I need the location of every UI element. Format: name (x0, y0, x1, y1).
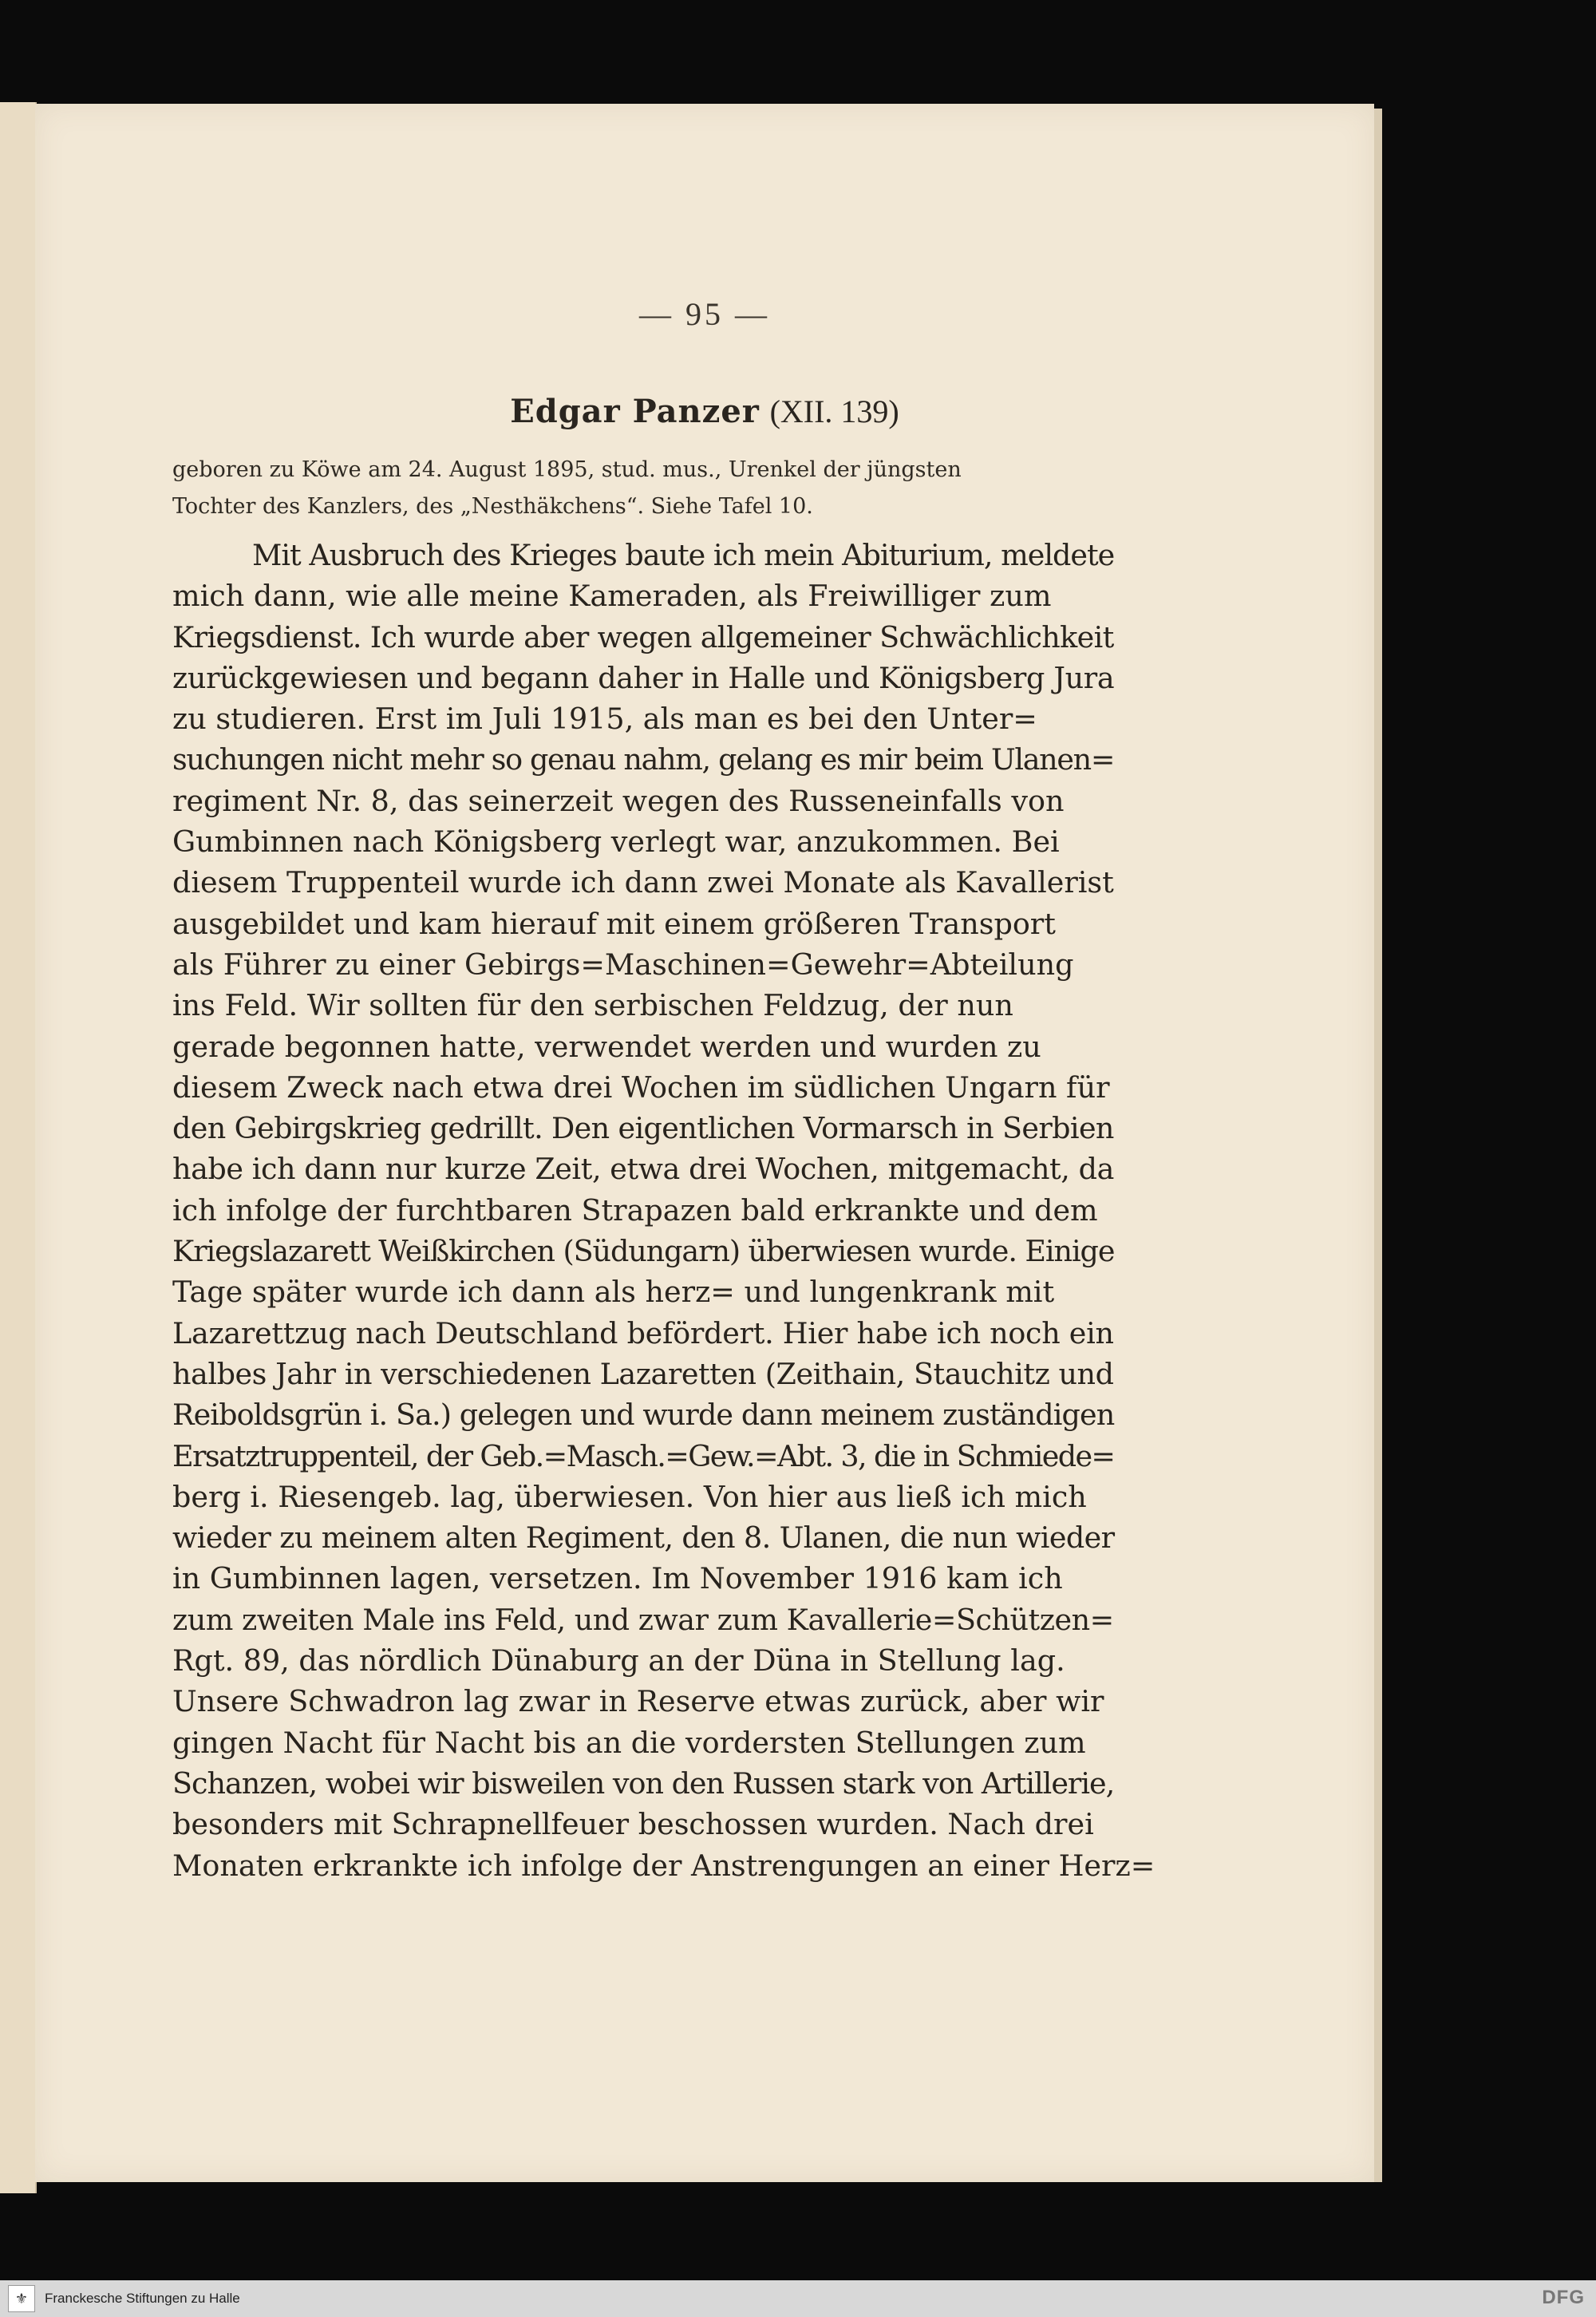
body-line: Monaten erkrankte ich infolge der Anstrengungen an einer Herz= (172, 1848, 1156, 1883)
body-line: halbes Jahr in verschiedenen Lazaretten (Zeithain, Stauchitz und (172, 1356, 1114, 1391)
previous-page-edge (0, 102, 37, 2193)
body-line: zurückgewiesen und begann daher in Halle und Königsberg Jura (172, 660, 1115, 695)
dfg-logo: DFG (1542, 2287, 1585, 2308)
body-text (172, 535, 1156, 1886)
body-line: zum zweiten Male ins Feld, und zwar zum Kavallerie=Schützen= (172, 1602, 1114, 1637)
page-number: — 95 — (639, 296, 770, 332)
body-line: Reiboldsgrün i. Sa.) gelegen und wurde dann meinem zuständigen (172, 1398, 1115, 1433)
body-line: als Führer zu einer Gebirgs=Maschinen=Gewehr=Abteilung (172, 947, 1074, 982)
viewer-footer (0, 2280, 1596, 2317)
subhead-line: geboren zu Köwe am 24. August 1895, stud. mus., Urenkel der jüngsten (172, 457, 962, 482)
body-line: diesem Zweck nach etwa drei Wochen im südlichen Ungarn für (172, 1070, 1110, 1105)
institution-name: Franckesche Stiftungen zu Halle (45, 2291, 240, 2306)
body-line: regiment Nr. 8, das seinerzeit wegen des Russeneinfalls von (172, 783, 1065, 818)
body-line: gerade begonnen hatte, verwendet werden und wurden zu (172, 1029, 1041, 1064)
body-line: Rgt. 89, das nördlich Dünaburg an der Düna in Stellung lag. (172, 1643, 1065, 1678)
entry-name: Edgar Panzer (510, 393, 760, 430)
body-line: Kriegslazarett Weißkirchen (Südungarn) überwiesen wurde. Einige (172, 1234, 1115, 1269)
body-line: Unsere Schwadron lag zwar in Reserve etwas zurück, aber wir (172, 1684, 1104, 1719)
body-line: in Gumbinnen lagen, versetzen. Im November 1916 kam ich (172, 1561, 1063, 1596)
body-line: Ersatztruppenteil, der Geb.=Masch.=Gew.=Abt. 3, die in Schmiede= (172, 1438, 1115, 1473)
body-line: Schanzen, wobei wir bisweilen von den Russen stark von Artillerie, (172, 1765, 1115, 1801)
entry-subheading (172, 452, 1114, 525)
body-line: ich infolge der furchtbaren Strapazen bald erkrankte und dem (172, 1192, 1098, 1228)
body-line: Gumbinnen nach Königsberg verlegt war, anzukommen. Bei (172, 824, 1060, 860)
body-line: Kriegsdienst. Ich wurde aber wegen allgemeiner Schwächlichkeit (172, 619, 1114, 654)
book-page (35, 104, 1374, 2182)
body-line: zu studieren. Erst im Juli 1915, als man es bei den Unter= (172, 702, 1037, 737)
page-stack-edge (1374, 109, 1382, 2182)
body-line: gingen Nacht für Nacht bis an die vordersten Stellungen zum (172, 1725, 1086, 1760)
body-line: wieder zu meinem alten Regiment, den 8. Ulanen, die nun wieder (172, 1520, 1115, 1556)
entry-heading (35, 393, 1374, 430)
body-line: Tage später wurde ich dann als herz= und lungenkrank mit (172, 1275, 1055, 1310)
body-line: suchungen nicht mehr so genau nahm, gelang es mir beim Ulanen= (172, 742, 1115, 777)
body-line: diesem Truppenteil wurde ich dann zwei Monate als Kavallerist (172, 865, 1114, 900)
subhead-line: Tochter des Kanzlers, des „Nesthäkchens“. Siehe Tafel 10. (172, 494, 813, 519)
body-line: habe ich dann nur kurze Zeit, etwa drei Wochen, mitgemacht, da (172, 1152, 1114, 1187)
body-line: ins Feld. Wir sollten für den serbischen Feldzug, der nun (172, 988, 1013, 1023)
francke-seal-icon: ⚜ (8, 2285, 35, 2312)
entry-reference: (XII. 139) (769, 393, 899, 429)
body-line: berg i. Riesengeb. lag, überwiesen. Von hier aus ließ ich mich (172, 1479, 1087, 1514)
body-line: besonders mit Schrapnellfeuer beschossen wurden. Nach drei (172, 1807, 1094, 1842)
body-line: Mit Ausbruch des Krieges baute ich mein Abiturium, meldete (252, 538, 1115, 572)
body-line: Lazarettzug nach Deutschland befördert. Hier habe ich noch ein (172, 1315, 1114, 1350)
body-line: den Gebirgskrieg gedrillt. Den eigentlichen Vormarsch in Serbien (172, 1111, 1114, 1146)
body-line: ausgebildet und kam hierauf mit einem größeren Transport (172, 906, 1056, 941)
body-line: mich dann, wie alle meine Kameraden, als Freiwilliger zum (172, 579, 1052, 614)
